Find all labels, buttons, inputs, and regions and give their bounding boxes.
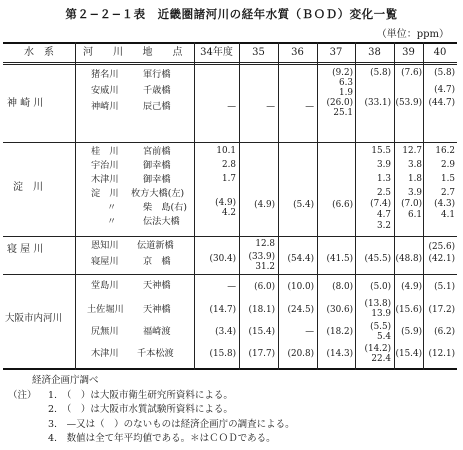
footnote-line — [8, 389, 295, 404]
point-name: 伝法大橋 — [143, 216, 180, 227]
value-cell: (15.8) — [209, 349, 236, 359]
value-cell: (10.0) — [287, 282, 314, 292]
river-name: 神崎川 — [91, 101, 119, 112]
header-fy34: 34年度 — [200, 47, 233, 58]
header-point: 地 点 — [142, 47, 183, 58]
value-cell: (4.9) — [254, 200, 275, 210]
system-name: 淀 川 — [13, 182, 43, 193]
table-title: 第２−２−１表 近畿圏諸河川の経年水質（ＢＯＤ）変化一覧 — [65, 7, 398, 21]
value-cell: (33.1) — [364, 98, 391, 108]
header-river: 河 川 — [83, 47, 123, 58]
value-cell: 4.2 — [222, 208, 236, 218]
river-name: 木津川 — [91, 348, 119, 359]
footnotes — [8, 374, 295, 447]
point-name: 千歳橋 — [143, 85, 171, 96]
river-name: 恩知川 — [91, 240, 119, 251]
value-cell: 2.5 — [377, 188, 391, 198]
value-cell: 2.8 — [222, 160, 236, 170]
point-name: 柴 島(右) — [143, 202, 187, 213]
header-fy35: 35 — [252, 47, 265, 58]
value-cell: (6.6) — [332, 200, 353, 210]
value-cell: 6.1 — [408, 210, 422, 220]
group-divider — [3, 142, 457, 143]
value-cell: (7.4) — [370, 199, 391, 209]
river-name: 尻無川 — [91, 326, 119, 337]
value-cell: 4.7 — [377, 210, 391, 220]
value-cell: (33.9) — [248, 252, 275, 262]
value-cell: 1.7 — [222, 174, 236, 184]
river-name: 寝屋川 — [91, 256, 119, 267]
value-cell: 16.2 — [435, 146, 455, 156]
value-cell: (9.2) — [332, 68, 353, 78]
value-cell: (20.8) — [287, 349, 314, 359]
value-cell: 1.8 — [408, 174, 422, 184]
value-cell: — — [266, 102, 275, 112]
point-name: 京 橋 — [143, 256, 171, 267]
value-cell: 25.1 — [333, 108, 353, 118]
value-cell: (5.8) — [434, 68, 455, 78]
value-cell: 2.7 — [441, 188, 455, 198]
group-divider — [3, 236, 457, 237]
footnote-line — [8, 403, 295, 418]
value-cell: (24.5) — [287, 305, 314, 315]
value-cell: (4.7) — [434, 85, 455, 95]
value-cell: (7.6) — [401, 68, 422, 78]
value-cell: 3.2 — [377, 221, 391, 231]
value-cell: (5.0) — [370, 282, 391, 292]
value-cell: (44.7) — [428, 98, 455, 108]
header-fy40: 40 — [433, 47, 447, 58]
system-name: 寝 屋 川 — [7, 244, 44, 255]
river-name: 桂 川 — [91, 146, 119, 157]
value-cell: 15.5 — [371, 146, 391, 156]
value-cell: (5.1) — [434, 282, 455, 292]
value-cell: (17.7) — [248, 349, 275, 359]
footnote-line — [8, 418, 295, 433]
value-cell: (5.4) — [293, 200, 314, 210]
value-cell: 2.9 — [441, 160, 455, 170]
value-cell: — — [227, 102, 236, 112]
value-cell: 12.8 — [255, 239, 275, 249]
column-divider — [75, 42, 76, 370]
footnote-text: 1. （ ）は大阪市衛生研究所資料による。 — [48, 389, 233, 401]
point-name: 枚方大橋(左) — [131, 188, 185, 199]
value-cell: (15.6) — [395, 305, 422, 315]
system-name: 神 崎 川 — [7, 98, 44, 109]
value-cell: (4.9) — [401, 282, 422, 292]
value-cell: 5.4 — [377, 332, 391, 342]
river-name: 〃 — [107, 202, 117, 213]
unit-label: （単位：ppm） — [376, 29, 449, 40]
value-cell: (14.3) — [326, 349, 353, 359]
value-cell: 1.3 — [377, 174, 391, 184]
bod-table — [3, 42, 457, 370]
footnote-text: 2. （ ）は大阪市水質試験所資料による。 — [48, 404, 233, 415]
value-cell: (4.9) — [215, 198, 236, 208]
river-name: 土佐堀川 — [87, 304, 124, 315]
value-cell: — — [227, 282, 236, 292]
value-cell: (48.8) — [395, 254, 422, 264]
value-cell: — — [305, 327, 314, 337]
value-cell: (54.4) — [287, 254, 314, 264]
value-cell: (13.8) — [364, 299, 391, 309]
value-cell: 1.9 — [339, 88, 353, 98]
value-cell: (8.0) — [332, 282, 353, 292]
value-cell: (15.4) — [395, 349, 422, 359]
value-cell: 31.2 — [255, 262, 275, 272]
value-cell: (17.2) — [428, 305, 455, 315]
value-cell: 3.9 — [408, 188, 422, 198]
point-name: 辰己橋 — [143, 101, 171, 112]
value-cell: (6.0) — [254, 282, 275, 292]
value-cell: 12.7 — [402, 146, 422, 156]
header-fy36: 36 — [291, 47, 304, 58]
value-cell: (4.3) — [434, 199, 455, 209]
source-note: 経済企画庁調べ — [32, 375, 99, 386]
value-cell: (26.0) — [326, 98, 353, 108]
header-system: 水 系 — [24, 47, 54, 58]
value-cell: (45.5) — [364, 254, 391, 264]
footnote-text: 3. —又は（ ）のないものは経済企画庁の調査による。 — [48, 418, 295, 430]
header-fy37: 37 — [329, 47, 343, 58]
point-name: 天神橋 — [143, 280, 171, 291]
system-name: 大阪市内河川 — [5, 313, 63, 324]
point-name: 伝道新橋 — [137, 240, 174, 251]
value-cell: 6.3 — [339, 78, 353, 88]
value-cell: (6.2) — [434, 327, 455, 337]
value-cell: (15.4) — [248, 327, 275, 337]
value-cell: (5.9) — [401, 327, 422, 337]
value-cell: 3.9 — [377, 160, 391, 170]
value-cell: 4.1 — [441, 210, 455, 220]
value-cell: (30.4) — [209, 254, 236, 264]
footnote-label: （注） — [8, 389, 37, 401]
river-name: 猪名川 — [91, 69, 119, 80]
value-cell: 3.8 — [408, 160, 422, 170]
point-name: 天神橋 — [143, 304, 171, 315]
value-cell: (5.5) — [370, 322, 391, 332]
point-name: 宮前橋 — [143, 146, 171, 157]
river-name: 淀 川 — [91, 188, 119, 199]
value-cell: 13.9 — [371, 309, 391, 319]
value-cell: (7.0) — [401, 199, 422, 209]
point-name: 御幸橋 — [143, 160, 171, 171]
header-rule — [3, 62, 457, 63]
value-cell: (18.1) — [248, 305, 275, 315]
value-cell: (3.4) — [215, 327, 236, 337]
footnote-line — [8, 432, 295, 447]
value-cell: (25.6) — [428, 242, 455, 252]
group-divider — [3, 274, 457, 275]
value-cell: (14.2) — [364, 344, 391, 354]
value-cell: 22.4 — [371, 354, 391, 364]
point-name: 福崎渡 — [143, 326, 171, 337]
value-cell: 10.1 — [216, 146, 236, 156]
river-name: 堂島川 — [91, 280, 119, 291]
value-cell: (41.5) — [326, 254, 353, 264]
value-cell: (18.2) — [326, 327, 353, 337]
value-cell: (14.7) — [209, 305, 236, 315]
header-fy39: 39 — [402, 47, 415, 58]
value-cell: — — [305, 102, 314, 112]
point-name: 千本松渡 — [137, 348, 174, 359]
value-cell: (42.1) — [428, 254, 455, 264]
header-rule-double — [3, 64, 457, 65]
river-name: 〃 — [107, 216, 117, 227]
value-cell: (30.6) — [326, 305, 353, 315]
header-fy38: 38 — [368, 47, 381, 58]
value-cell: (5.8) — [370, 68, 391, 78]
value-cell: 1.5 — [441, 174, 455, 184]
river-name: 安威川 — [91, 85, 119, 96]
value-cell: (53.9) — [395, 98, 422, 108]
table-bottom-rule — [3, 368, 457, 370]
footnote-text: 4. 数値は全て年平均値である。＊はＣＯＤである。 — [48, 433, 276, 444]
point-name: 御幸橋 — [143, 174, 171, 185]
point-name: 軍行橋 — [143, 69, 171, 80]
value-cell: (12.1) — [428, 349, 455, 359]
river-name: 宇治川 — [91, 160, 119, 171]
river-name: 木津川 — [91, 174, 119, 185]
table-top-rule — [3, 42, 457, 44]
